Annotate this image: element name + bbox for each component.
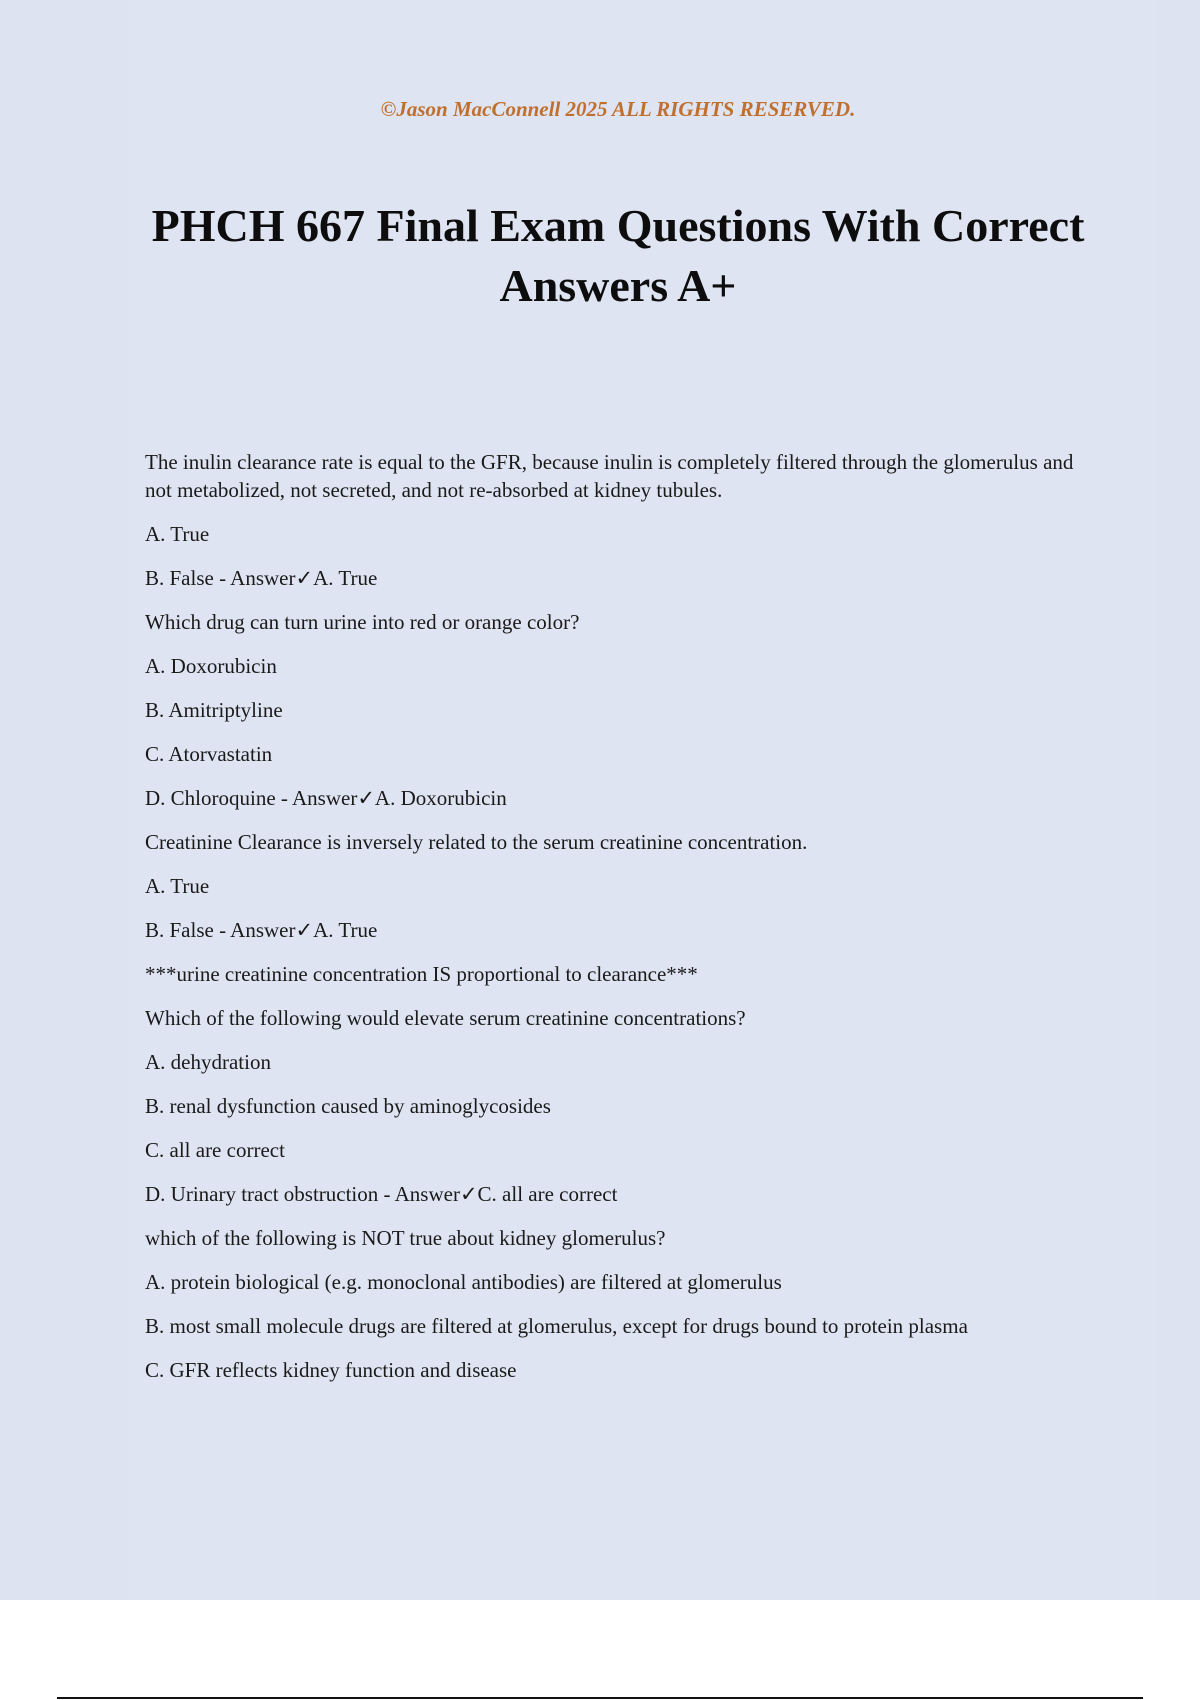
answer-option-with-key: [145, 564, 1075, 592]
checkmark-icon: ✓: [357, 786, 375, 810]
correct-answer: A. Doxorubicin: [374, 786, 507, 810]
copyright-notice: ©Jason MacConnell 2025 ALL RIGHTS RESERVED.: [380, 97, 856, 121]
footer-divider: [57, 1697, 1143, 1699]
option-text: B. False: [145, 918, 214, 942]
question-text: Which of the following would elevate serum creatinine concentrations?: [145, 1006, 746, 1030]
answer-label: - Answer: [213, 918, 296, 942]
checkmark-icon: ✓: [295, 918, 314, 942]
answer-note: ***urine creatinine concentration IS proportional to clearance***: [145, 962, 698, 986]
option-text: B. False: [145, 566, 214, 590]
checkmark-icon: ✓: [295, 566, 314, 590]
question-text: Creatinine Clearance is inversely related to the serum creatinine concentration.: [145, 830, 808, 854]
answer-option: B. Amitriptyline: [145, 698, 283, 722]
answer-option-with-key: [145, 784, 1075, 812]
correct-answer: A. True: [313, 566, 378, 590]
answer-option-with-key: [145, 916, 1075, 944]
answer-option: A. dehydration: [145, 1050, 271, 1074]
answer-option: A. True: [145, 522, 210, 546]
answer-option-with-key: [145, 1180, 1075, 1208]
checkmark-icon: ✓: [459, 1182, 478, 1206]
question-text: which of the following is NOT true about kidney glomerulus?: [145, 1226, 666, 1250]
answer-label: - Answer: [275, 786, 358, 810]
option-text: D. Urinary tract obstruction: [145, 1182, 379, 1206]
correct-answer: A. True: [313, 918, 378, 942]
answer-option: C. all are correct: [145, 1138, 285, 1162]
answer-label: - Answer: [213, 566, 296, 590]
question-list: [145, 448, 1075, 1400]
answer-option: A. True: [145, 874, 210, 898]
correct-answer: C. all are correct: [477, 1182, 618, 1206]
answer-label: - Answer: [378, 1182, 460, 1206]
question-text: The inulin clearance rate is equal to the GFR, because inulin is completely filtered through the glomerulus and not metabolized, not secreted, and not re-absorbed at kidney tubules.: [145, 450, 1074, 502]
answer-option: B. renal dysfunction caused by aminoglycosides: [145, 1094, 551, 1118]
answer-option: C. Atorvastatin: [145, 742, 273, 766]
question-text: Which drug can turn urine into red or orange color?: [145, 610, 580, 634]
page-title: PHCH 667 Final Exam Questions With Correct Answers A+: [151, 200, 1085, 311]
answer-option: A. Doxorubicin: [145, 654, 277, 678]
answer-option: A. protein biological (e.g. monoclonal antibodies) are filtered at glomerulus: [145, 1270, 782, 1294]
answer-option: C. GFR reflects kidney function and disease: [145, 1358, 517, 1382]
answer-option: B. most small molecule drugs are filtered at glomerulus, except for drugs bound to protein plasma: [145, 1314, 968, 1338]
option-text: D. Chloroquine: [145, 786, 276, 810]
